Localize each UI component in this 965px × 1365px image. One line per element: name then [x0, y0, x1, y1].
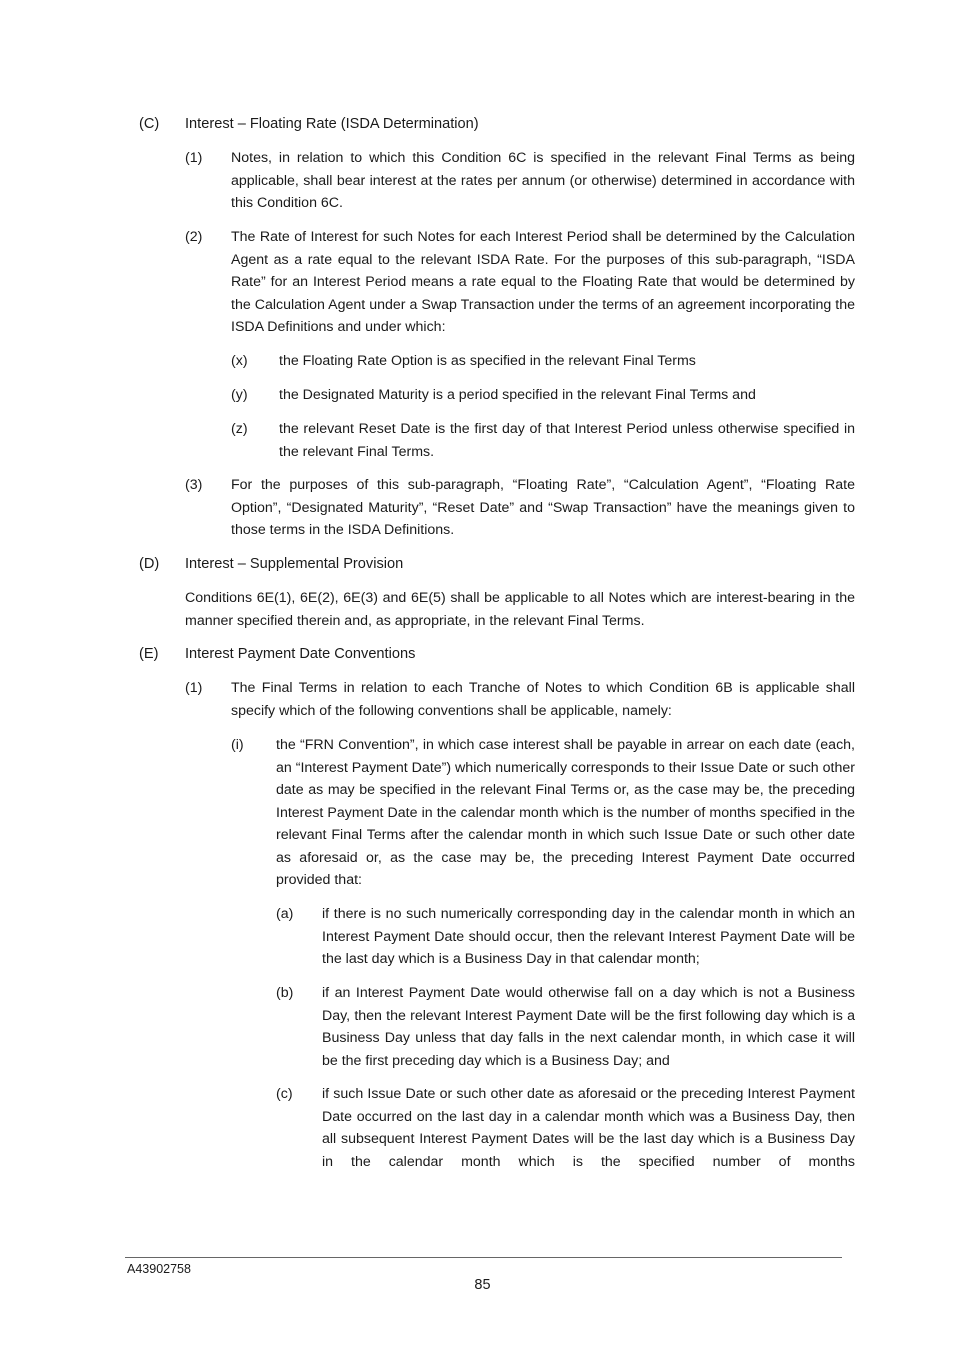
item-z-text: the relevant Reset Date is the first day of that Interest Period unless otherwise specified in the relevant Final Terms.	[279, 421, 855, 460]
para-c3-label: (3)	[185, 477, 203, 493]
footer-divider	[125, 1257, 842, 1258]
item-x-text: the Floating Rate Option is as specified in the relevant Final Terms	[279, 353, 696, 369]
section-c-title: Interest – Floating Rate (ISDA Determination)	[185, 116, 479, 132]
section-c-label: (C)	[139, 116, 160, 132]
para-e1-text: The Final Terms in relation to each Tranche of Notes to which Condition 6B is applicable shall specify which of the following conventions shall be applicable, namely:	[231, 680, 855, 719]
item-b-label: (b)	[276, 985, 294, 1001]
para-c3-text: For the purposes of this sub-paragraph, “Floating Rate”, “Calculation Agent”, “Floating Rate Option”, “Designated Maturity”, “Reset Date” and “Swap Transaction” have the meanings given to those terms in the ISDA Definitions.	[231, 477, 855, 538]
item-c-text: if such Issue Date or such other date as aforesaid or the preceding Interest Payment Date occurred on the last day in a calendar month which was a Business Day, then all subsequent Interest Payment Dates will be the last day which is a Business Day in the calendar month which is the specified number of months	[322, 1086, 855, 1170]
item-c-label: (c)	[276, 1086, 293, 1102]
section-d-label: (D)	[139, 556, 160, 572]
para-e1-label: (1)	[185, 680, 203, 696]
item-y-text: the Designated Maturity is a period specified in the relevant Final Terms and	[279, 387, 756, 403]
item-i-text: the “FRN Convention”, in which case interest shall be payable in arrear on each date (each, an “Interest Payment Date”) which numerically corresponds to their Issue Date or such other date as may be specified in the relevant Final Terms or, as the case may be, the preceding Interest Payment Date in the calendar month which is the number of months specified in the relevant Final Terms after the calendar month in which such Issue Date or such other date as aforesaid or, as the case may be, the preceding Interest Payment Date occurred provided that:	[276, 737, 855, 888]
section-e-label: (E)	[139, 646, 159, 662]
item-x-label: (x)	[231, 353, 248, 369]
section-d-text: Conditions 6E(1), 6E(2), 6E(3) and 6E(5) shall be applicable to all Notes which are interest-bearing in the manner specified therein and, as appropriate, in the relevant Final Terms.	[185, 590, 855, 629]
item-y-label: (y)	[231, 387, 248, 403]
item-a-label: (a)	[276, 906, 294, 922]
item-z-label: (z)	[231, 421, 248, 437]
section-e-title: Interest Payment Date Conventions	[185, 646, 416, 662]
section-d-title: Interest – Supplemental Provision	[185, 556, 404, 572]
para-c2-label: (2)	[185, 229, 203, 245]
para-c1-label: (1)	[185, 150, 203, 166]
item-i-label: (i)	[231, 737, 244, 753]
document-id: A43902758	[127, 1262, 191, 1276]
item-a-text: if there is no such numerically corresponding day in the calendar month in which an Interest Payment Date should occur, then the relevant Interest Payment Date will be the last day which is a Business Day in that calendar month;	[322, 906, 855, 967]
item-b-text: if an Interest Payment Date would otherwise fall on a day which is not a Business Day, then the relevant Interest Payment Date will be the first following day which is a Business Day unless that day falls in the next calendar month, in which case it will be the first preceding day which is a Business Day; and	[322, 985, 855, 1069]
para-c1-text: Notes, in relation to which this Condition 6C is specified in the relevant Final Terms as being applicable, shall bear interest at the rates per annum (or otherwise) determined in accordance with this Condition 6C.	[231, 150, 855, 211]
para-c2-text: The Rate of Interest for such Notes for each Interest Period shall be determined by the Calculation Agent as a rate equal to the relevant ISDA Rate. For the purposes of this sub-paragraph, “ISDA Rate” for an Interest Period means a rate equal to the Floating Rate that would be determined by the Calculation Agent under a Swap Transaction under the terms of an agreement incorporating the ISDA Definitions and under which:	[231, 229, 855, 335]
page-number: 85	[474, 1277, 491, 1293]
